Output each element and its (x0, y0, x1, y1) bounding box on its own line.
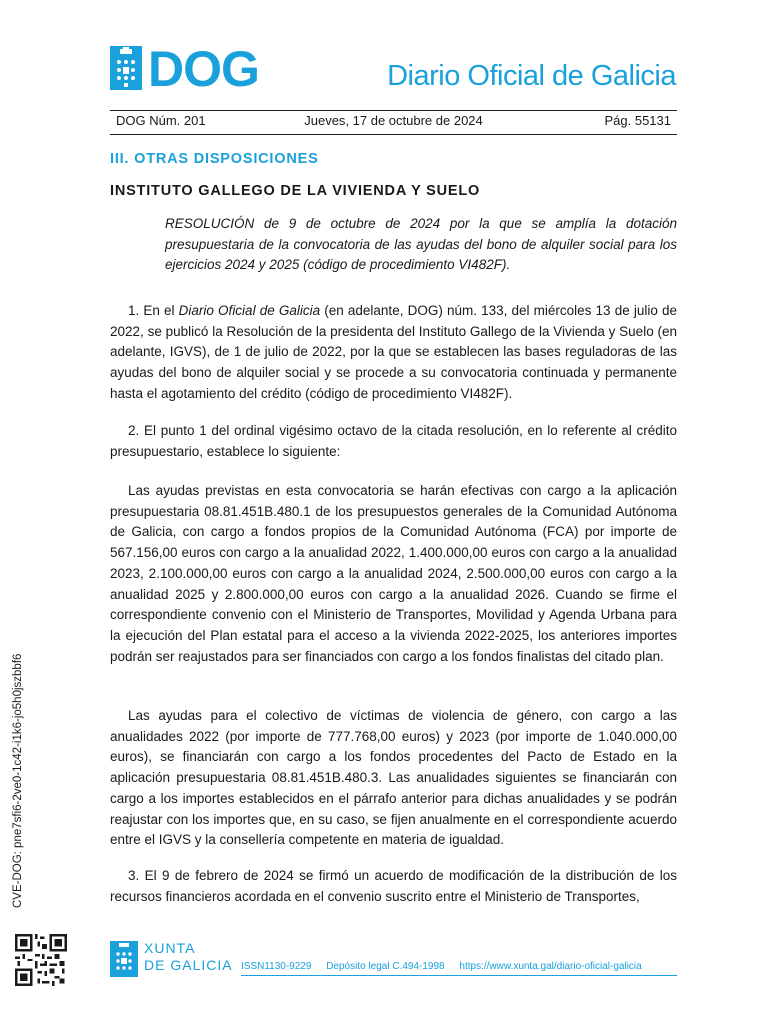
footer-deposito-legal: Depósito legal C.494-1998 (326, 961, 445, 972)
page-number: Pág. 55131 (604, 113, 671, 128)
paragraph-3: Las ayudas previstas en esta convocatoria se harán efectivas con cargo a la aplicación presupuestaria 08.81.451B.480.1 de los presupuestos generales de la Comunidad Autónoma de Galicia, con cargo a fondos propios de la Comunidad Autónoma (FCA) por importe de 567.156,00 euros con cargo a la anualidad 2022, 1.400.000,00 euros con cargo a la anualidad 2023, 2.100.000,00 euros con cargo a la anualidad 2024, 2.500.000,00 euros con cargo a la anualidad 2025 y 2.800.000,00 euros con cargo a la anualidad 2026. Cuando se firme el correspondiente convenio con el Ministerio de Transportes, Movilidad y Agenda Urbana para la ejecución del Plan estatal para el acceso a la vivienda 2022-2025, los anteriores importes podrán ser reajustados para ser financiados con cargo a los fondos finalistas del citado plan. (110, 483, 677, 664)
header-top-rule (110, 110, 677, 111)
qr-code-icon (15, 934, 67, 986)
galicia-shield-icon (110, 46, 142, 90)
resolution-summary: RESOLUCIÓN de 9 de octubre de 2024 por la que se amplía la dotación presupuestaria de la convocatoria de las ayudas del bono de alquiler social para los ejercicios 2024 y 2025 (código de procedimiento VI482F). (165, 216, 677, 272)
paragraph-5: 3. El 9 de febrero de 2024 se firmó un acuerdo de modificación de la distribución de los recursos financieros acordada en el convenio suscrito entre el Ministerio de Transportes, (110, 868, 677, 904)
header-bottom-rule (110, 134, 677, 135)
footer-issn: ISSN1130-9229 (241, 961, 312, 972)
footer-url-link[interactable]: https://www.xunta.gal/diario-oficial-galicia (459, 961, 642, 972)
paragraph-4: Las ayudas para el colectivo de víctimas de violencia de género, con cargo a las anualidades 2022 (por importe de 777.768,00 euros) y 2023 (por importe de 1.040.000,00 euros), se financiarán con cargo a los fondos procedentes del Pacto de Estado en la aplicación presupuestaria 08.81.451B.480.3. Las anualidades siguientes se financiarán con cargo a los importes establecidos en el párrafo anterior para dichas anualidades y se podrán reajustar con los importes que, en su caso, se fijen anualmente en el correspondiente acuerdo entre el IGVS y la consellería competente en materia de igualdad. (110, 708, 677, 848)
footer-galicia-text: DE GALICIA (144, 957, 233, 973)
xunta-shield-icon (110, 941, 138, 977)
dog-logo: DOG (148, 41, 259, 97)
section-heading: III. OTRAS DISPOSICIONES (110, 151, 319, 167)
cve-code: CVE-DOG: pne7sfi6-2ve0-1c42-i1k6-jo5h0jszbbf6 (12, 653, 24, 908)
footer-rule (241, 975, 677, 976)
paragraph-1: 1. En el Diario Oficial de Galicia (en adelante, DOG) núm. 133, del miércoles 13 de julio de 2022, se publicó la Resolución de la presidenta del Instituto Gallego de la Vivienda y Suelo (en adelante, IGVS), de 1 de julio de 2022, por la que se establecen las bases reguladoras de las ayudas del bono de alquiler social y se procede a su convocatoria continuada y permanente hasta el agotamiento del crédito (código de procedimiento VI482F). (110, 303, 677, 401)
issue-meta-row (110, 113, 677, 131)
footer-links (241, 961, 654, 972)
journal-name: Diario Oficial de Galicia (178, 303, 321, 318)
issue-number: DOG Núm. 201 (116, 113, 206, 128)
masthead-title: Diario Oficial de Galicia (387, 60, 676, 92)
issue-date: Jueves, 17 de octubre de 2024 (304, 113, 483, 128)
footer-xunta-text: XUNTA (144, 940, 196, 956)
institution-heading: INSTITUTO GALLEGO DE LA VIVIENDA Y SUELO (110, 183, 481, 199)
paragraph-2: 2. El punto 1 del ordinal vigésimo octavo de la citada resolución, en lo referente al crédito presupuestario, establece lo siguiente: (110, 423, 677, 459)
